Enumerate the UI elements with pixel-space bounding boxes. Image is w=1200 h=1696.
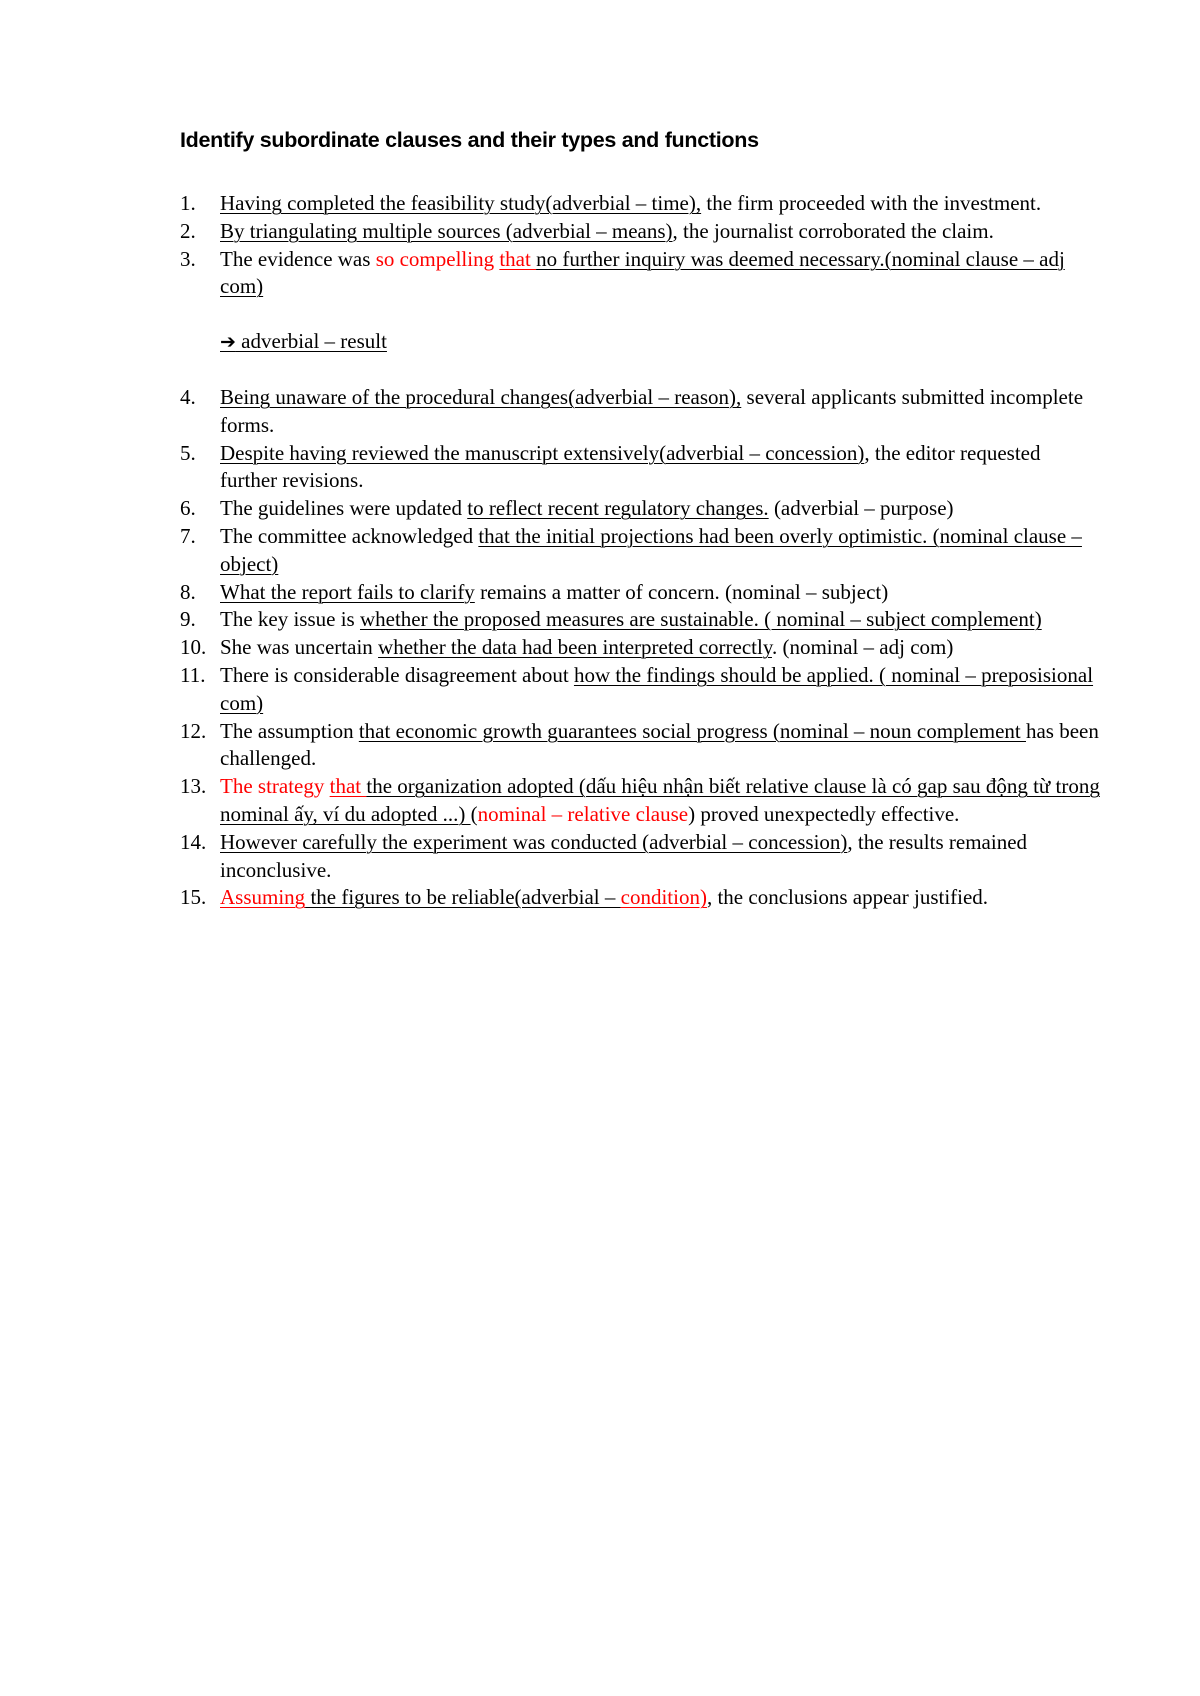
item-text bbox=[220, 247, 1065, 299]
list-item bbox=[180, 246, 1100, 302]
text-segment: . (nominal – adj com) bbox=[771, 635, 954, 660]
item-number: 12. bbox=[180, 718, 207, 743]
item-text bbox=[220, 441, 1040, 493]
highlighted-text: that bbox=[499, 246, 537, 271]
text-segment: (adverbial – purpose) bbox=[768, 496, 954, 521]
list-item bbox=[180, 440, 1100, 496]
list-item bbox=[180, 606, 1100, 634]
list-item bbox=[180, 495, 1100, 523]
list-item bbox=[180, 634, 1100, 662]
list-item bbox=[180, 718, 1100, 774]
highlighted-text: that bbox=[329, 774, 367, 799]
item-text bbox=[220, 719, 1099, 771]
text-segment: The key issue is bbox=[220, 607, 360, 632]
item-text bbox=[220, 496, 954, 520]
text-segment: the firm proceeded with the investment. bbox=[701, 191, 1042, 215]
highlighted-text: Assuming bbox=[220, 885, 306, 910]
text-segment: ( bbox=[470, 801, 478, 826]
item-text bbox=[220, 635, 953, 659]
item-number: 4. bbox=[180, 384, 196, 409]
text-segment: Being unaware of the procedural changes(adverbial – reason), bbox=[220, 384, 742, 409]
highlighted-text: so compelling bbox=[375, 246, 495, 271]
list-item bbox=[180, 662, 1100, 718]
highlighted-text: nominal – relative clause bbox=[477, 801, 689, 826]
text-segment: She was uncertain bbox=[220, 635, 379, 660]
page-title: Identify subordinate clauses and their types and functions bbox=[180, 128, 759, 152]
item-number: 11. bbox=[180, 662, 206, 687]
item-number: 2. bbox=[180, 218, 196, 243]
item-number: 5. bbox=[180, 440, 196, 465]
text-segment: adverbial – result bbox=[235, 329, 387, 354]
item-number: 13. bbox=[180, 774, 207, 799]
text-segment: However carefully the experiment was conducted (adverbial – concession) bbox=[220, 829, 848, 854]
item-text bbox=[220, 663, 1093, 715]
list-item bbox=[180, 218, 1100, 246]
text-segment: the organization adopted (dấu hiệu nhận biết relative clause là có gap sau động từ trong nominal ấy, ví du adopted ...) bbox=[220, 774, 1100, 826]
item-text bbox=[220, 385, 1083, 437]
text-segment: What the report fails to clarify bbox=[220, 579, 475, 604]
highlighted-text: condition) bbox=[620, 885, 707, 910]
text-segment: that the initial projections had been overly optimistic. (nominal clause – object) bbox=[220, 523, 1082, 576]
item-number: 10. bbox=[180, 635, 207, 660]
item-number: 14. bbox=[180, 829, 207, 854]
item-number: 8. bbox=[180, 579, 196, 604]
text-segment: , the editor requested further revisions. bbox=[220, 440, 1041, 493]
text-segment: By triangulating multiple sources (adverbial – means) bbox=[220, 218, 673, 243]
text-segment: , the conclusions appear justified. bbox=[706, 885, 989, 910]
item-number: 6. bbox=[180, 496, 196, 521]
item-number: 15. bbox=[180, 885, 207, 910]
list-item bbox=[180, 829, 1100, 885]
text-segment: several applicants submitted incomplete forms. bbox=[220, 384, 1084, 437]
list-item bbox=[180, 384, 1100, 440]
text-segment: , the journalist corroborated the claim. bbox=[672, 218, 994, 243]
arrow-icon: ➔ bbox=[220, 331, 236, 354]
list-item bbox=[180, 773, 1100, 829]
text-segment: the figures to be reliable(adverbial – bbox=[305, 885, 621, 910]
text-segment: The committee acknowledged bbox=[220, 523, 479, 548]
list-item bbox=[180, 190, 1100, 218]
text-segment: that economic growth guarantees social progress (nominal – noun complement bbox=[358, 718, 1026, 743]
text-segment: whether the proposed measures are sustainable. ( nominal – subject complement) bbox=[359, 607, 1042, 632]
item-text bbox=[220, 774, 1100, 826]
item-number: 3. bbox=[180, 246, 196, 271]
text-segment: has been challenged. bbox=[220, 718, 1099, 771]
item-text bbox=[220, 580, 888, 604]
exercise-list bbox=[180, 190, 1100, 912]
text-segment: how the findings should be applied. ( nominal – preposisional com) bbox=[220, 662, 1094, 715]
item-text bbox=[220, 191, 1041, 215]
highlighted-text: The strategy bbox=[220, 774, 330, 799]
item-number: 7. bbox=[180, 523, 196, 548]
text-segment: to reflect recent regulatory changes. bbox=[467, 496, 769, 521]
text-segment: Despite having reviewed the manuscript extensively(adverbial – concession) bbox=[220, 440, 865, 465]
text-segment: There is considerable disagreement about bbox=[220, 662, 574, 687]
list-item bbox=[180, 523, 1100, 579]
item-text bbox=[220, 524, 1082, 576]
text-segment: ) proved unexpectedly effective. bbox=[688, 801, 960, 826]
list-item bbox=[180, 579, 1100, 607]
annotation-note bbox=[180, 328, 1100, 357]
text-segment: , the results remained inconclusive. bbox=[220, 829, 1028, 882]
item-number: 9. bbox=[180, 607, 196, 632]
item-text bbox=[220, 830, 1027, 882]
item-text bbox=[220, 607, 1042, 631]
item-text bbox=[220, 219, 994, 243]
list-item bbox=[180, 884, 1100, 912]
text-segment: The assumption bbox=[220, 718, 359, 743]
text-segment: remains a matter of concern. (nominal – subject) bbox=[474, 579, 889, 604]
text-segment: The evidence was bbox=[220, 246, 376, 271]
text-segment: whether the data had been interpreted correctly bbox=[378, 635, 772, 660]
item-number: 1. bbox=[180, 191, 196, 215]
text-segment: no further inquiry was deemed necessary.(nominal clause – adj com) bbox=[220, 246, 1065, 299]
text-segment: The guidelines were updated bbox=[220, 496, 468, 521]
item-text bbox=[220, 885, 988, 909]
text-segment: Having completed the feasibility study(adverbial – time), bbox=[220, 191, 702, 215]
